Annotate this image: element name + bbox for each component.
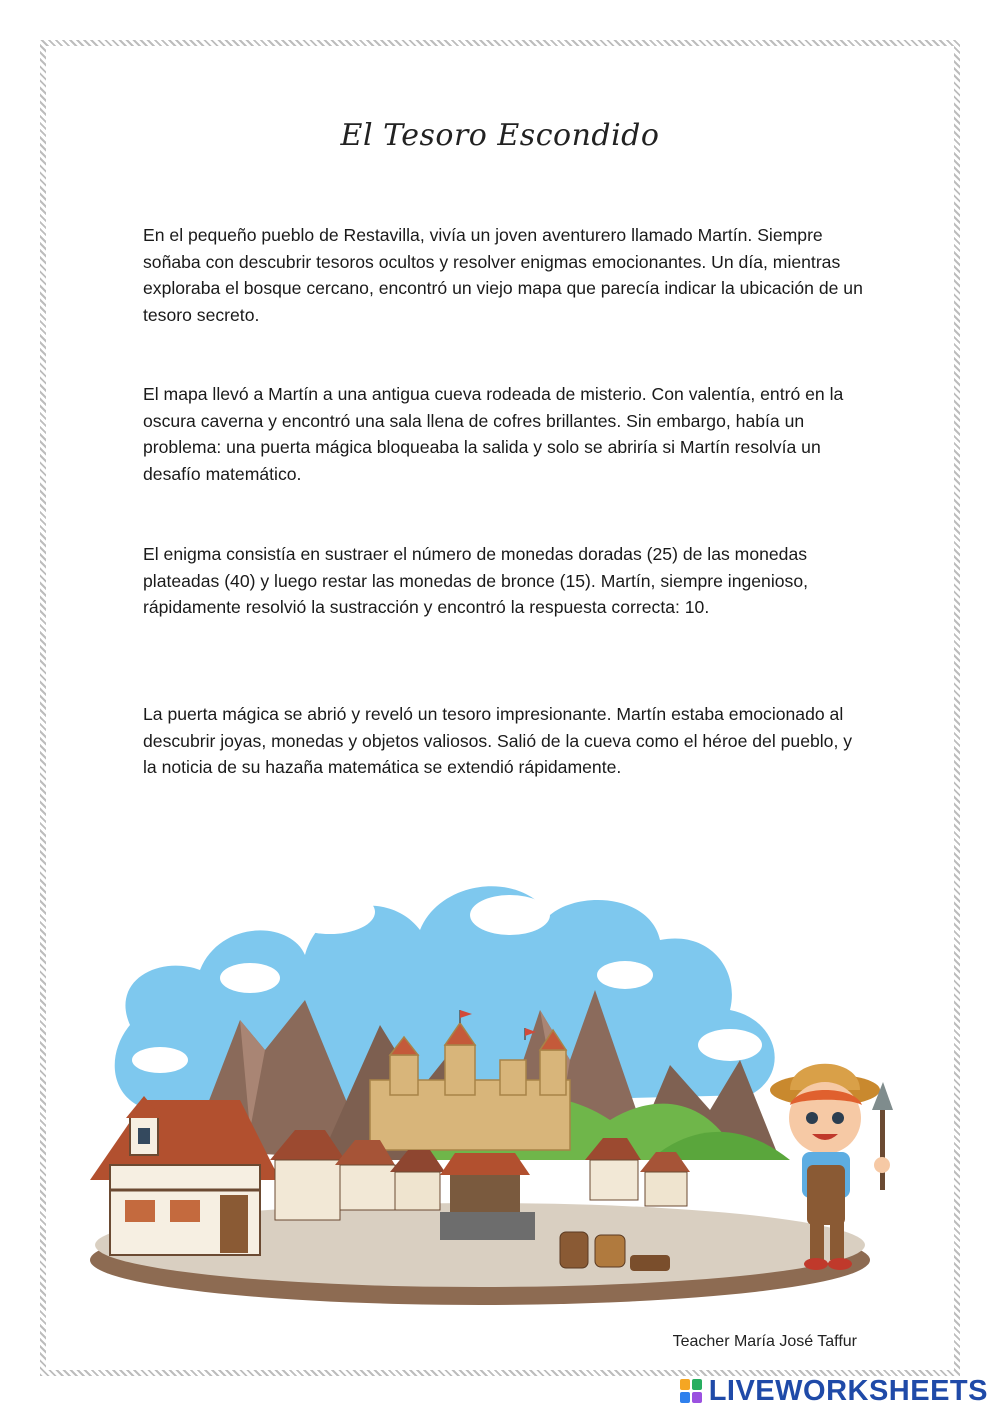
page-title: El Tesoro Escondido	[340, 118, 660, 153]
paragraph-2: El mapa llevó a Martín a una antigua cueva rodeada de misterio. Con valentía, entró en la oscura caverna y encontró una sala llena de cofres brillantes. Sin embargo, había un problema: una puerta mágica bloqueaba la salida y solo se abriría si Martín resolvía un desafío matemático.	[143, 384, 844, 484]
paragraph-1: En el pequeño pueblo de Restavilla, vivía un joven aventurero llamado Martín. Siempre soñaba con descubrir tesoros ocultos y resolver enigmas emocionantes. Un día, mientras exploraba el bosque cercano, encontró un viejo mapa que parecía indicar la ubicación de un tesoro secreto.	[143, 225, 863, 325]
market-stall	[440, 1153, 535, 1240]
author-credit: Teacher María José Taffur	[672, 1333, 857, 1350]
paragraph-3: El enigma consistía en sustraer el número de monedas doradas (25) de las monedas plateadas (40) y luego restar las monedas de bronce (15). Martín, siempre ingenioso, rápidamente resolvió la sustracción y encontró la respuesta correcta: 10.	[143, 544, 809, 618]
liveworksheets-text: LIVEWORKSHEETS	[708, 1374, 988, 1407]
village-castle-boy-illustration	[90, 860, 910, 1320]
liveworksheets-mark-icon	[679, 1377, 703, 1405]
paragraph-4: La puerta mágica se abrió y reveló un tesoro impresionante. Martín estaba emocionado al descubrir joyas, monedas y objetos valiosos. Salió de la cueva como el héroe del pueblo, y la noticia de su hazaña matemática se extendió rápidamente.	[143, 704, 853, 778]
liveworksheets-logo[interactable]	[679, 1374, 988, 1408]
